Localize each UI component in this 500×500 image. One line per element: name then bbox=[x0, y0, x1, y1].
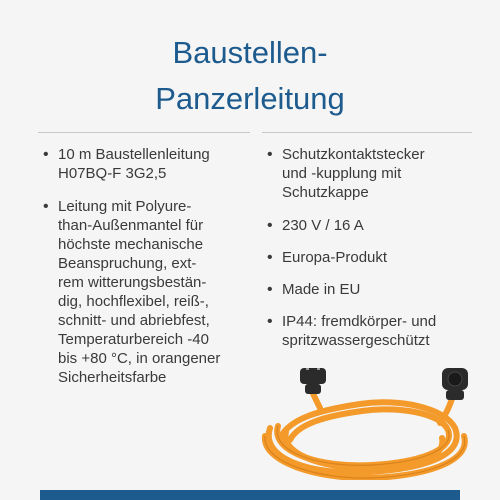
list-item-text: Europa-Produkt bbox=[282, 249, 388, 266]
bullet-icon: • bbox=[267, 146, 273, 163]
list-item-text: Made in EU bbox=[282, 281, 361, 298]
list-item bbox=[262, 145, 472, 202]
list-item-text: Leitung mit Polyure- than-Außenmantel für höchste mechanische Beanspruchung, ext- rem witterungsbestän- dig, hochflexibel, reiß-, schnitt- und abriebfest, Temperaturbereich -40 bis +80 °C, in orangener Sicherheitsfarbe bbox=[58, 198, 221, 386]
list-item bbox=[38, 197, 250, 387]
bullet-icon: • bbox=[267, 217, 273, 234]
title-line-1: Baustellen- bbox=[172, 35, 328, 70]
divider-right bbox=[262, 132, 472, 133]
list-item-text: IP44: fremdkörper- und spritzwassergeschützt bbox=[282, 313, 437, 349]
list-item bbox=[262, 216, 472, 235]
bullet-icon: • bbox=[43, 198, 49, 215]
list-item-text: 10 m Baustellenleitung H07BQ-F 3G2,5 bbox=[58, 146, 210, 182]
schuko-coupler-icon bbox=[442, 368, 468, 400]
bullet-icon: • bbox=[267, 281, 273, 298]
page-title bbox=[0, 30, 500, 122]
divider-left bbox=[38, 132, 250, 133]
schuko-plug-icon bbox=[300, 368, 326, 394]
feature-list-right bbox=[262, 145, 472, 360]
list-item-text: Schutzkontaktstecker und -kupplung mit Schutzkappe bbox=[282, 146, 425, 201]
bottom-accent-bar bbox=[40, 490, 460, 500]
list-item bbox=[262, 312, 472, 350]
list-item-text: 230 V / 16 A bbox=[282, 217, 364, 234]
list-item bbox=[262, 248, 472, 267]
title-line-2: Panzerleitung bbox=[155, 81, 345, 116]
list-item bbox=[38, 145, 250, 183]
feature-list-left bbox=[38, 145, 250, 397]
list-item bbox=[262, 280, 472, 299]
orange-extension-cable-image bbox=[250, 368, 480, 480]
bullet-icon: • bbox=[267, 313, 273, 330]
bullet-icon: • bbox=[43, 146, 49, 163]
bullet-icon: • bbox=[267, 249, 273, 266]
